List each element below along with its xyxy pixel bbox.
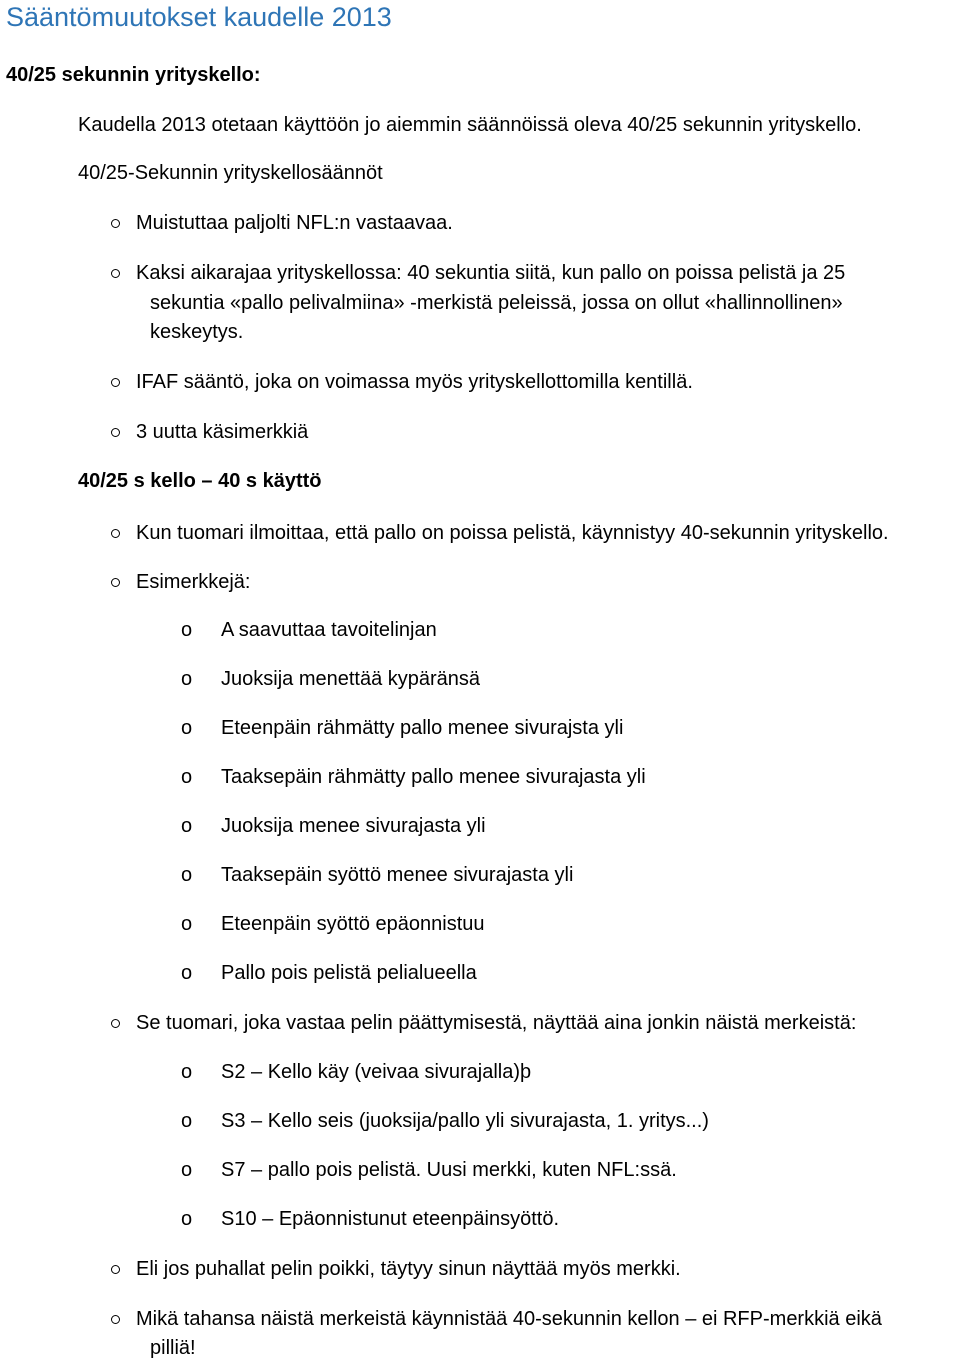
list-item: Muistuttaa paljolti NFL:n vastaavaa.: [136, 212, 453, 234]
sub-bullet-marker: o: [181, 913, 193, 935]
sub-bullet-marker: o: [181, 1061, 193, 1083]
signal-item: S10 – Epäonnistunut eteenpäinsyöttö.: [221, 1208, 560, 1230]
example-item: Juoksija menee sivurajasta yli: [221, 815, 486, 837]
list-item: Eli jos puhallat pelin poikki, täytyy sinun näyttää myös merkki.: [136, 1258, 681, 1280]
list-item-continuation: keskeytys.: [150, 321, 244, 343]
list-item: Se tuomari, joka vastaa pelin päättymisestä, näyttää aina jonkin näistä merkeistä:: [136, 1012, 857, 1034]
list-item-continuation: pilliä!: [150, 1337, 196, 1359]
sub-bullet-marker: o: [181, 717, 193, 739]
bullet-marker: [111, 378, 120, 387]
example-item: Pallo pois pelistä pelialueella: [221, 962, 477, 984]
list-item: Mikä tahansa näistä merkeistä käynnistää 40-sekunnin kellon – ei RFP-merkkiä eikä: [136, 1308, 882, 1330]
bullet-marker: [111, 1315, 120, 1324]
bullet-marker: [111, 269, 120, 278]
signal-item: S3 – Kello seis (juoksija/pallo yli sivurajasta, 1. yritys...): [221, 1110, 709, 1132]
section-heading-kello: 40/25 s kello – 40 s käyttö: [78, 470, 322, 492]
bullet-marker: [111, 1019, 120, 1028]
list-item-continuation: sekuntia «pallo pelivalmiina» -merkistä peleissä, jossa on ollut «hallinnollinen»: [150, 292, 843, 314]
bullet-marker: [111, 529, 120, 538]
list-item: Esimerkkejä:: [136, 571, 251, 593]
list-item: 3 uutta käsimerkkiä: [136, 421, 309, 443]
sub-bullet-marker: o: [181, 619, 193, 641]
sub-bullet-marker: o: [181, 1110, 193, 1132]
example-item: A saavuttaa tavoitelinjan: [221, 619, 437, 641]
sub-bullet-marker: o: [181, 668, 193, 690]
sub-bullet-marker: o: [181, 1208, 193, 1230]
bullet-marker: [111, 578, 120, 587]
list-item: Kaksi aikarajaa yrityskellossa: 40 sekuntia siitä, kun pallo on poissa pelistä ja 25: [136, 262, 846, 284]
bullet-marker: [111, 1265, 120, 1274]
section-heading-yrityskello: 40/25 sekunnin yrityskello:: [6, 64, 261, 86]
bullet-marker: [111, 219, 120, 228]
sub-bullet-marker: o: [181, 766, 193, 788]
example-item: Eteenpäin rähmätty pallo menee sivurajsta yli: [221, 717, 624, 739]
bullet-marker: [111, 428, 120, 437]
intro-paragraph: Kaudella 2013 otetaan käyttöön jo aiemmin säännöissä oleva 40/25 sekunnin yrityskello.: [78, 114, 862, 136]
signal-item: S7 – pallo pois pelistä. Uusi merkki, kuten NFL:ssä.: [221, 1159, 677, 1181]
sub-bullet-marker: o: [181, 815, 193, 837]
sub-bullet-marker: o: [181, 864, 193, 886]
page-title: Sääntömuutokset kaudelle 2013: [6, 2, 392, 32]
sub-bullet-marker: o: [181, 1159, 193, 1181]
example-item: Taaksepäin syöttö menee sivurajasta yli: [221, 864, 574, 886]
sub-bullet-marker: o: [181, 962, 193, 984]
list-item: Kun tuomari ilmoittaa, että pallo on poissa pelistä, käynnistyy 40-sekunnin yrityskello.: [136, 522, 889, 544]
example-item: Taaksepäin rähmätty pallo menee sivurajasta yli: [221, 766, 646, 788]
list-item: IFAF sääntö, joka on voimassa myös yrityskellottomilla kentillä.: [136, 371, 693, 393]
example-item: Juoksija menettää kypäränsä: [221, 668, 481, 690]
signal-item: S2 – Kello käy (veivaa sivurajalla)þ: [221, 1061, 532, 1083]
example-item: Eteenpäin syöttö epäonnistuu: [221, 913, 485, 935]
rules-heading: 40/25-Sekunnin yrityskellosäännöt: [78, 162, 383, 184]
